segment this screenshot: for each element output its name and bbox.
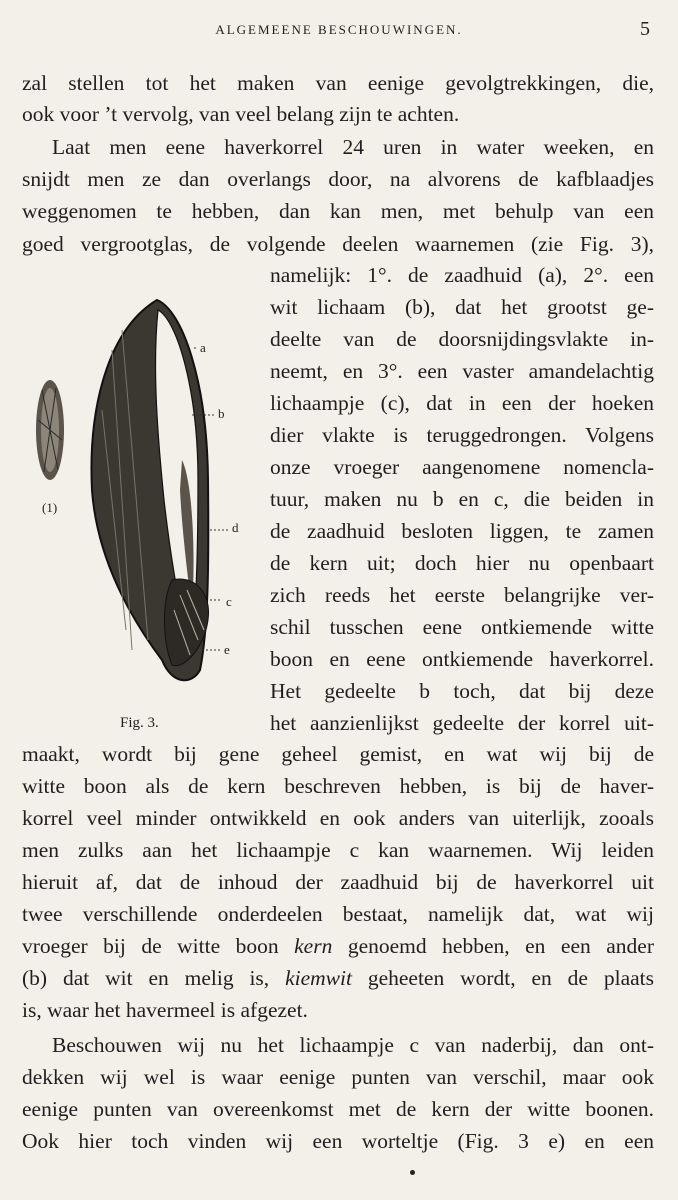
- page-header: [22, 18, 656, 44]
- text-line: goed vergrootglas, de volgende deelen waarnemen (zie Fig. 3),: [22, 232, 654, 256]
- oat-grain-illustration: [22, 290, 262, 740]
- text-line: onze vroeger aangenomene nomencla-: [270, 455, 654, 479]
- label-d: d: [232, 520, 239, 535]
- text-line: tuur, maken nu b en c, die beiden in: [270, 487, 654, 511]
- text-line: wit lichaam (b), dat het grootst ge-: [270, 295, 654, 319]
- text-line: dekken wij wel is waar eenige punten van verschil, maar ook: [22, 1065, 654, 1089]
- text-line: snijdt men ze dan overlangs door, na alvorens de kafblaadjes: [22, 167, 654, 191]
- text-line: deelte van de doorsnijdingsvlakte in-: [270, 327, 654, 351]
- label-b: b: [218, 406, 225, 421]
- text-line: zich reeds het eerste belangrijke ver-: [270, 583, 654, 607]
- text-line: neemt, en 3°. een vaster amandelachtig: [270, 359, 654, 383]
- figure-3: [22, 290, 262, 740]
- text-line: [22, 931, 654, 962]
- label-e: e: [224, 642, 230, 657]
- text-line: [22, 963, 654, 994]
- ink-dot: [410, 1170, 415, 1175]
- text-line: witte boon als de kern beschreven hebben, is bij de haver-: [22, 774, 654, 798]
- text-line: men zulks aan het lichaampje c kan waarnemen. Wij leiden: [22, 838, 654, 862]
- text-line: ook voor ’t vervolg, van veel belang zijn te achten.: [22, 102, 460, 126]
- text-run: geheeten wordt, en de plaats: [351, 966, 654, 990]
- label-a: a: [200, 340, 206, 355]
- text-line: korrel veel minder ontwikkeld en ook anders van uiterlijk, zooals: [22, 806, 654, 830]
- text-line: hieruit af, dat de inhoud der zaadhuid bij de haverkorrel uit: [22, 870, 654, 894]
- text-run: vroeger bij de witte boon: [22, 934, 295, 958]
- page-number: 5: [640, 18, 650, 40]
- text-line: weggenomen te hebben, dan kan men, met behulp van een: [22, 199, 654, 223]
- grain-longitudinal-section: [91, 300, 208, 680]
- text-line: Ook hier toch vinden wij een worteltje (Fig. 3 e) en een: [22, 1129, 654, 1153]
- italic-term-kern: kern: [294, 934, 333, 958]
- text-line: zal stellen tot het maken van eenige gevolgtrekkingen, die,: [22, 71, 654, 95]
- text-line: namelijk: 1°. de zaadhuid (a), 2°. een: [270, 263, 654, 287]
- text-line: Beschouwen wij nu het lichaampje c van naderbij, dan ont-: [52, 1033, 654, 1057]
- running-head: ALGEMEENE BESCHOUWINGEN.: [215, 22, 463, 37]
- text-line: twee verschillende onderdeelen bestaat, namelijk dat, wat wij: [22, 902, 654, 926]
- text-line: de kern uit; doch hier nu openbaart: [270, 551, 654, 575]
- text-run: (b) dat wit en melig is,: [22, 966, 286, 990]
- figure-caption: Fig. 3.: [120, 715, 159, 731]
- text-line: maakt, wordt bij gene geheel gemist, en wat wij bij de: [22, 742, 654, 766]
- text-line: het aanzienlijkst gedeelte der korrel uit-: [270, 711, 654, 735]
- text-line: eenige punten van overeenkomst met de kern der witte boonen.: [22, 1097, 654, 1121]
- inset-grain: [36, 380, 64, 480]
- inset-label: (1): [42, 500, 58, 515]
- text-run: genoemd hebben, en een ander: [332, 934, 654, 958]
- text-line: Het gedeelte b toch, dat bij deze: [270, 679, 654, 703]
- text-line: de zaadhuid besloten liggen, te zamen: [270, 519, 654, 543]
- text-line: boon en eene ontkiemende haverkorrel.: [270, 647, 654, 671]
- text-line: lichaampje (c), dat in een der hoeken: [270, 391, 654, 415]
- italic-term-kiemwit: kiemwit: [285, 966, 352, 990]
- label-c: c: [226, 594, 232, 609]
- text-line: schil tusschen eene ontkiemende witte: [270, 615, 654, 639]
- text-line: dier vlakte is teruggedrongen. Volgens: [270, 423, 654, 447]
- text-line: Laat men eene haverkorrel 24 uren in water weeken, en: [52, 135, 654, 159]
- text-line: is, waar het havermeel is afgezet.: [22, 998, 308, 1022]
